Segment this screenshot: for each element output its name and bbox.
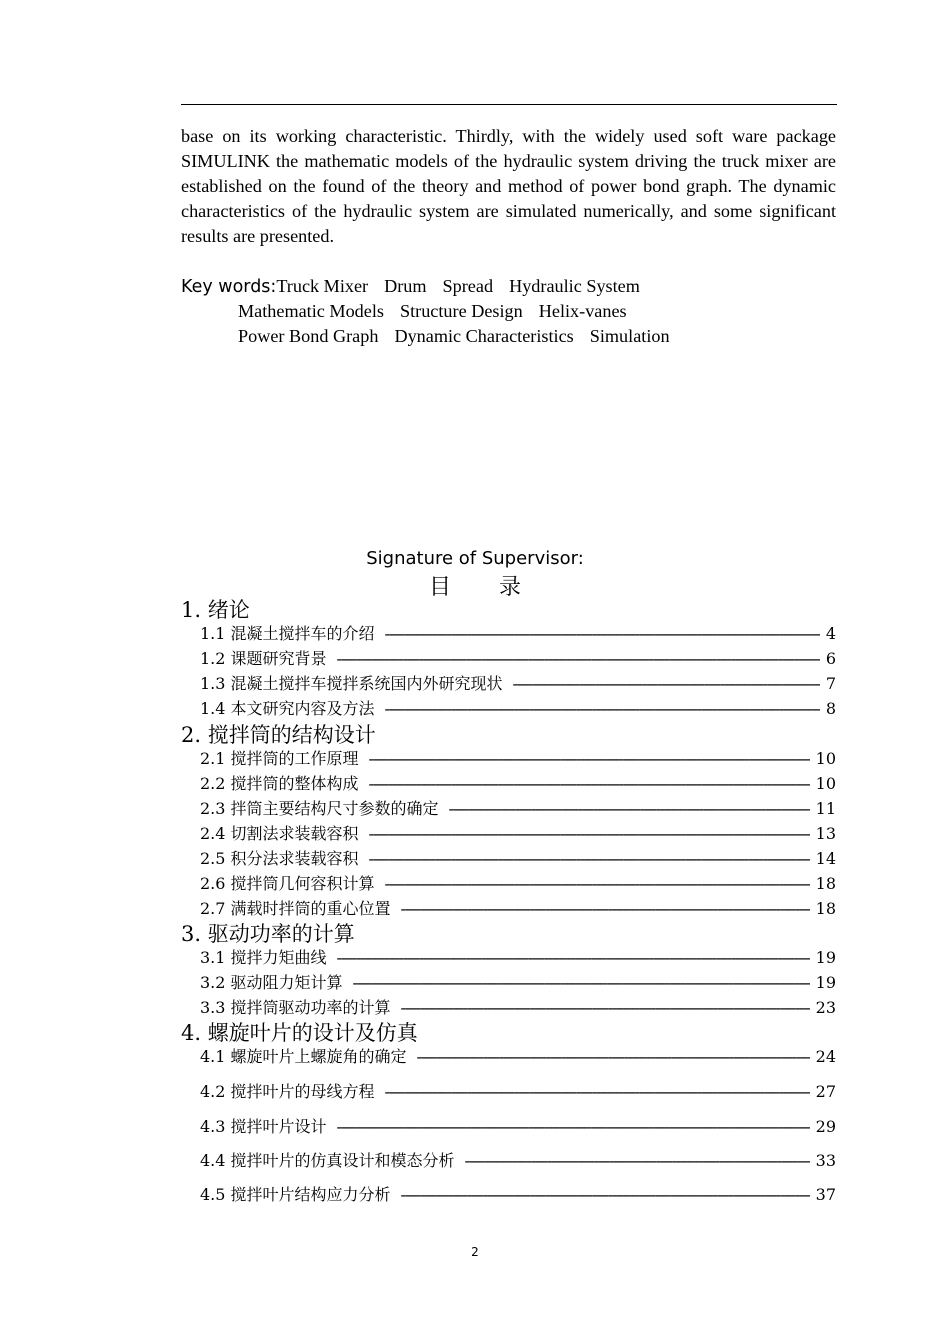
toc-entry [200,972,836,994]
abstract-paragraph: base on its working characteristic. Thirdly, with the widely used soft ware package SIMULINK the mathematic models of the hydraulic system driving the truck mixer are established on the found of the theory and method of power bond graph. The dynamic characteristics of the hydraulic system are simulated numerically, and some significant results are presented. [181,126,836,246]
toc-page-number: 18 [815,899,836,918]
toc-leader [401,898,810,920]
toc-leader [449,798,810,820]
toc-page-number: 8 [825,699,836,718]
toc-leader [401,997,810,1019]
toc-entry [200,648,836,670]
toc-page-number: 37 [815,1185,836,1204]
toc-entry-label: 1.4 本文研究内容及方法 [200,699,375,718]
toc-entry-label: 2.2 搅拌筒的整体构成 [200,774,359,793]
keyword: Mathematic Models [238,301,384,321]
keyword: Spread [442,276,494,296]
toc-entry-label: 2.4 切割法求装载容积 [200,824,359,843]
toc-chapter-2: 2. 搅拌筒的结构设计 [181,723,376,747]
toc-entry-label: 2.7 满载时拌筒的重心位置 [200,899,391,918]
toc-entry [200,823,836,845]
keyword: Dynamic Characteristics [394,326,574,346]
toc-page-number: 33 [815,1151,836,1170]
toc-entry-label: 4.3 搅拌叶片设计 [200,1117,327,1136]
toc-leader [385,1081,810,1103]
toc-leader [337,947,810,969]
toc-entry [200,873,836,895]
toc-leader [369,823,810,845]
toc-leader [337,1116,810,1138]
supervisor-signature-label: Signature of Supervisor: [366,548,584,569]
toc-leader [385,623,820,645]
toc-entry-label: 4.5 搅拌叶片结构应力分析 [200,1185,391,1204]
toc-page-number: 13 [815,824,836,843]
toc-page-number: 27 [815,1082,836,1101]
toc-entry-label: 3.1 搅拌力矩曲线 [200,948,327,967]
toc-leader [417,1046,810,1068]
toc-page-number: 11 [815,799,836,818]
toc-entry-label: 2.5 积分法求装载容积 [200,849,359,868]
toc-leader [353,972,810,994]
keywords-line-2 [238,299,643,324]
toc-entry [200,623,836,645]
toc-entry [200,898,836,920]
keywords-line-1 [181,274,656,300]
toc-title: 目录 [428,575,569,600]
toc-entry-label: 4.1 螺旋叶片上螺旋角的确定 [200,1047,407,1066]
toc-entry-label: 1.2 课题研究背景 [200,649,327,668]
keyword: Truck Mixer [276,276,369,296]
toc-leader [385,698,820,720]
toc-entry [200,1116,836,1138]
toc-entry [200,848,836,870]
toc-page-number: 10 [815,749,836,768]
toc-entry [200,748,836,770]
toc-entry [200,1046,836,1068]
keyword: Structure Design [399,301,523,321]
toc-page-number: 24 [815,1047,836,1066]
toc-entry-label: 2.6 搅拌筒几何容积计算 [200,874,375,893]
toc-page-number: 6 [825,649,836,668]
toc-entry [200,773,836,795]
toc-leader [369,773,810,795]
keyword: Power Bond Graph [238,326,379,346]
toc-entry-label: 4.2 搅拌叶片的母线方程 [200,1082,375,1101]
toc-entry [200,1081,836,1103]
keywords-label: Key words: [181,277,277,297]
page-number: 2 [471,1245,479,1259]
toc-page-number: 23 [815,998,836,1017]
toc-entry [200,1150,836,1172]
toc-page-number: 14 [815,849,836,868]
toc-entry-label: 2.3 拌筒主要结构尺寸参数的确定 [200,799,439,818]
toc-entry-label: 4.4 搅拌叶片的仿真设计和模态分析 [200,1151,455,1170]
toc-page-number: 10 [815,774,836,793]
toc-leader [513,673,820,695]
toc-entry-label: 3.3 搅拌筒驱动功率的计算 [200,998,391,1017]
toc-entry [200,1184,836,1206]
keyword: Helix-vanes [538,301,627,321]
toc-entry [200,997,836,1019]
toc-entry-label: 2.1 搅拌筒的工作原理 [200,749,359,768]
toc-leader [401,1184,810,1206]
toc-leader [337,648,820,670]
toc-chapter-3: 3. 驱动功率的计算 [181,922,355,946]
toc-entry [200,798,836,820]
toc-leader [369,748,810,770]
toc-page-number: 4 [825,624,836,643]
toc-chapter-4: 4. 螺旋叶片的设计及仿真 [181,1021,418,1045]
keywords-line-3 [238,324,686,349]
toc-chapter-1: 1. 绪论 [181,598,250,622]
toc-entry [200,947,836,969]
toc-page-number: 18 [815,874,836,893]
toc-page-number: 19 [815,948,836,967]
toc-entry [200,673,836,695]
toc-leader [465,1150,810,1172]
keyword: Hydraulic System [509,276,640,296]
keyword: Simulation [589,326,670,346]
toc-leader [369,848,810,870]
toc-entry-label: 1.1 混凝土搅拌车的介绍 [200,624,375,643]
toc-page-number: 29 [815,1117,836,1136]
toc-page-number: 7 [825,674,836,693]
toc-page-number: 19 [815,973,836,992]
keyword: Drum [384,276,427,296]
toc-entry-label: 3.2 驱动阻力矩计算 [200,973,343,992]
header-rule [181,104,837,105]
toc-entry [200,698,836,720]
toc-leader [385,873,810,895]
toc-entry-label: 1.3 混凝土搅拌车搅拌系统国内外研究现状 [200,674,503,693]
